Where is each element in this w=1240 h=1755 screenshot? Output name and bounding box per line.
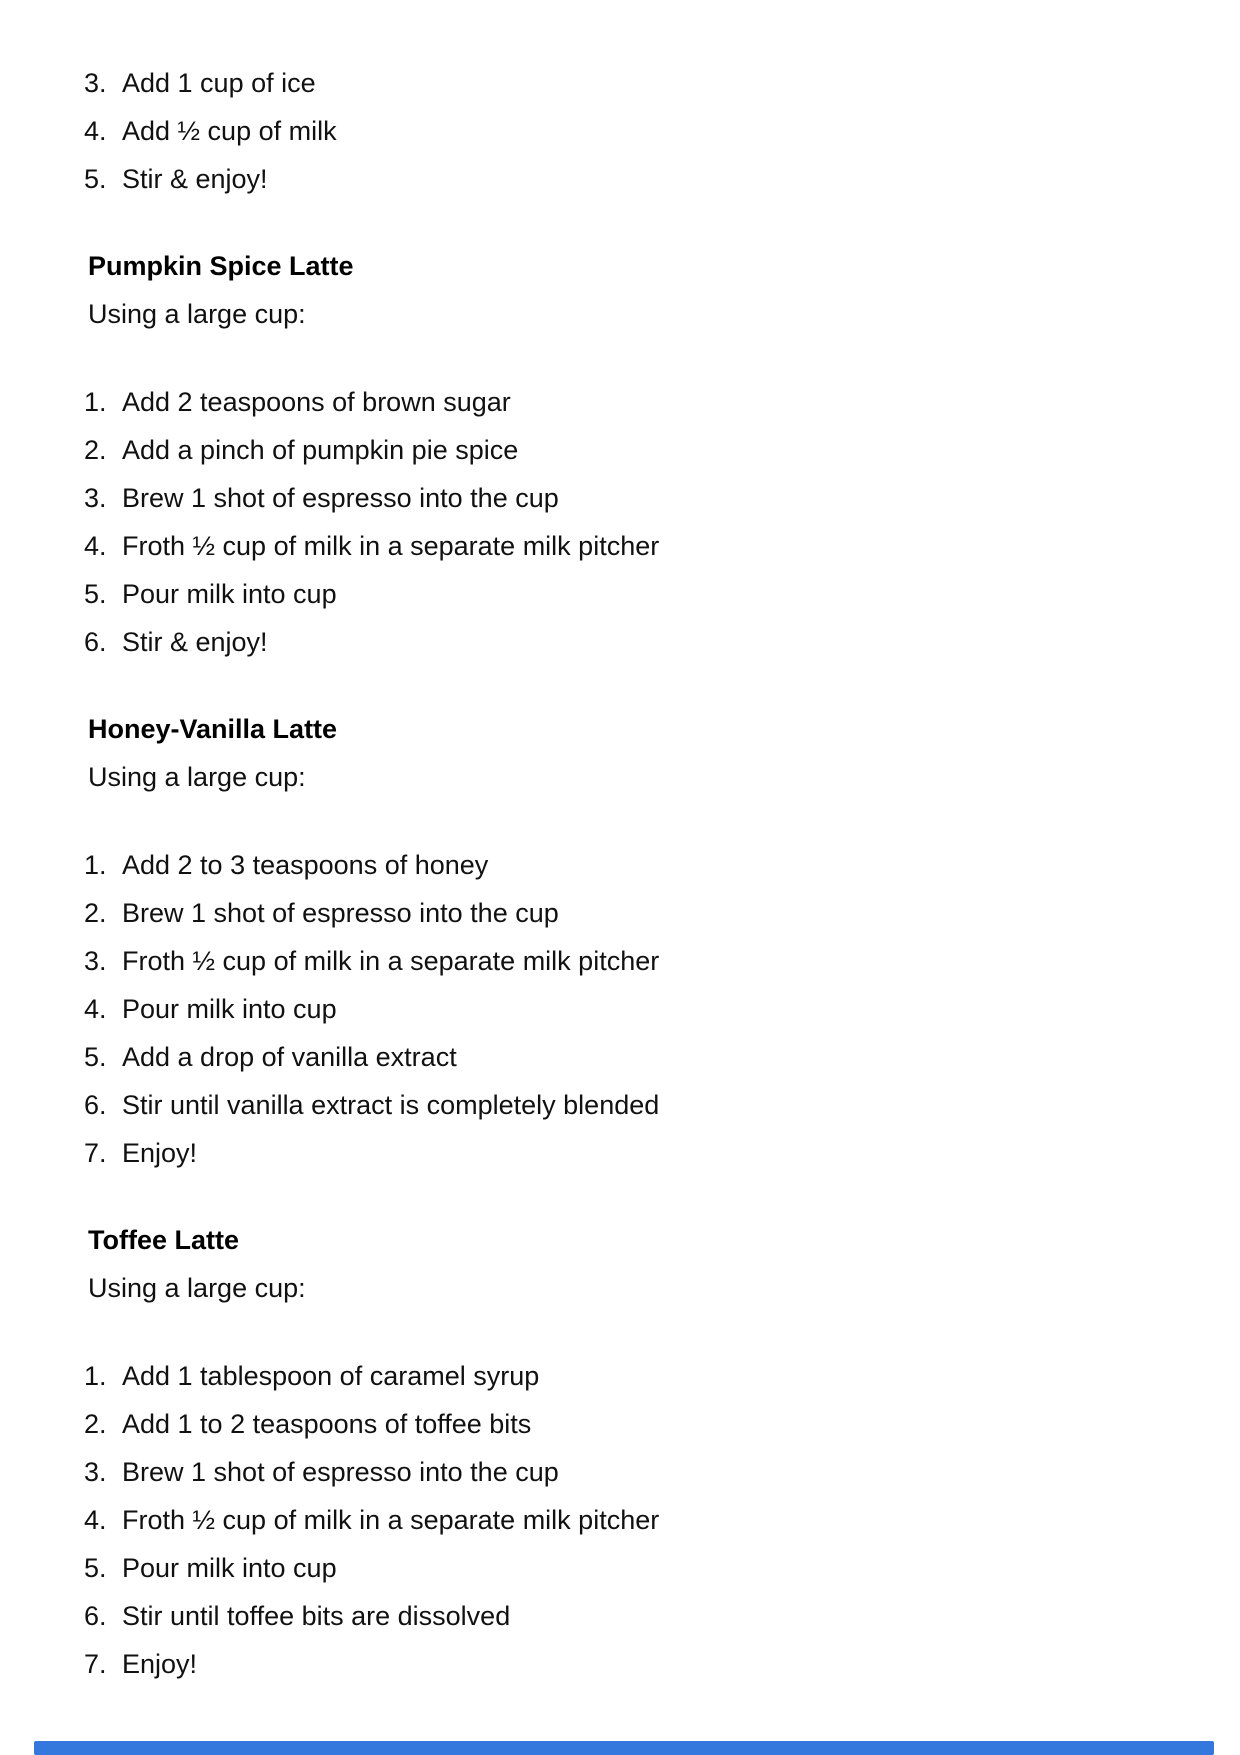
step-text: Add 1 to 2 teaspoons of toffee bits [122,1409,532,1439]
step-text: Add a drop of vanilla extract [122,1042,457,1072]
step-number: 3. [84,68,107,98]
step-number: 3. [84,1457,107,1487]
step-text: Enjoy! [122,1649,198,1679]
recipe-subtitle: Using a large cup: [88,299,306,329]
step-text: Brew 1 shot of espresso into the cup [122,898,559,928]
recipe-step [0,1544,1240,1592]
recipe-step [0,1496,1240,1544]
step-number: 6. [84,1090,107,1120]
step-number: 5. [84,1553,107,1583]
bottom-scrollbar-thumb[interactable] [34,1741,1214,1755]
recipe-step [0,426,1240,474]
step-text: Enjoy! [122,1138,198,1168]
step-text: Brew 1 shot of espresso into the cup [122,483,559,513]
step-text: Pour milk into cup [122,994,337,1024]
step-number: 6. [84,627,107,657]
recipe-title-pumpkin-spice-latte: Pumpkin Spice Latte [88,251,354,281]
step-number: 2. [84,1409,107,1439]
step-text: Add 2 teaspoons of brown sugar [122,387,511,417]
recipe-subtitle: Using a large cup: [88,762,306,792]
recipe-step [0,474,1240,522]
recipe-step [0,570,1240,618]
recipe-step [0,618,1240,666]
recipe-step [0,985,1240,1033]
step-text: Brew 1 shot of espresso into the cup [122,1457,559,1487]
step-text: Add 1 tablespoon of caramel syrup [122,1361,540,1391]
step-text: Pour milk into cup [122,1553,337,1583]
step-text: Stir until vanilla extract is completely blended [122,1090,660,1120]
step-number: 5. [84,579,107,609]
recipe-step [0,1081,1240,1129]
step-text: Add 1 cup of ice [122,68,316,98]
step-text: Add 2 to 3 teaspoons of honey [122,850,489,880]
step-number: 7. [84,1649,107,1679]
recipe-subtitle: Using a large cup: [88,1273,306,1303]
pumpkin-spice-latte-steps-list [0,378,1240,666]
step-text: Add ½ cup of milk [122,116,337,146]
step-number: 4. [84,116,107,146]
recipe-step [0,1448,1240,1496]
recipe-step [0,155,1240,203]
step-text: Pour milk into cup [122,579,337,609]
recipe-title-toffee-latte: Toffee Latte [88,1225,240,1255]
recipe-step [0,1640,1240,1688]
recipe-step [0,378,1240,426]
step-number: 3. [84,946,107,976]
recipe-step [0,522,1240,570]
recipe-step [0,841,1240,889]
step-text: Froth ½ cup of milk in a separate milk pitcher [122,1505,660,1535]
step-text: Froth ½ cup of milk in a separate milk pitcher [122,531,660,561]
step-number: 5. [84,164,107,194]
recipe-step [0,1400,1240,1448]
recipe-title-honey-vanilla-latte: Honey-Vanilla Latte [88,714,338,744]
recipe-step [0,59,1240,107]
recipe-step [0,1033,1240,1081]
step-number: 4. [84,531,107,561]
recipe-step [0,1129,1240,1177]
recipe-step [0,107,1240,155]
recipe-step [0,889,1240,937]
step-number: 1. [84,850,107,880]
step-number: 1. [84,1361,107,1391]
step-number: 4. [84,1505,107,1535]
step-text: Add a pinch of pumpkin pie spice [122,435,519,465]
step-number: 7. [84,1138,107,1168]
step-number: 2. [84,898,107,928]
step-number: 2. [84,435,107,465]
step-number: 3. [84,483,107,513]
recipe-step [0,1352,1240,1400]
honey-vanilla-latte-steps-list [0,841,1240,1177]
recipe-step [0,937,1240,985]
step-number: 4. [84,994,107,1024]
toffee-latte-steps-list [0,1352,1240,1688]
step-number: 5. [84,1042,107,1072]
step-text: Stir until toffee bits are dissolved [122,1601,511,1631]
step-number: 1. [84,387,107,417]
step-text: Stir & enjoy! [122,164,268,194]
recipe-step [0,1592,1240,1640]
step-text: Stir & enjoy! [122,627,268,657]
step-text: Froth ½ cup of milk in a separate milk pitcher [122,946,660,976]
step-number: 6. [84,1601,107,1631]
iced-latte-steps-list [0,59,1240,203]
